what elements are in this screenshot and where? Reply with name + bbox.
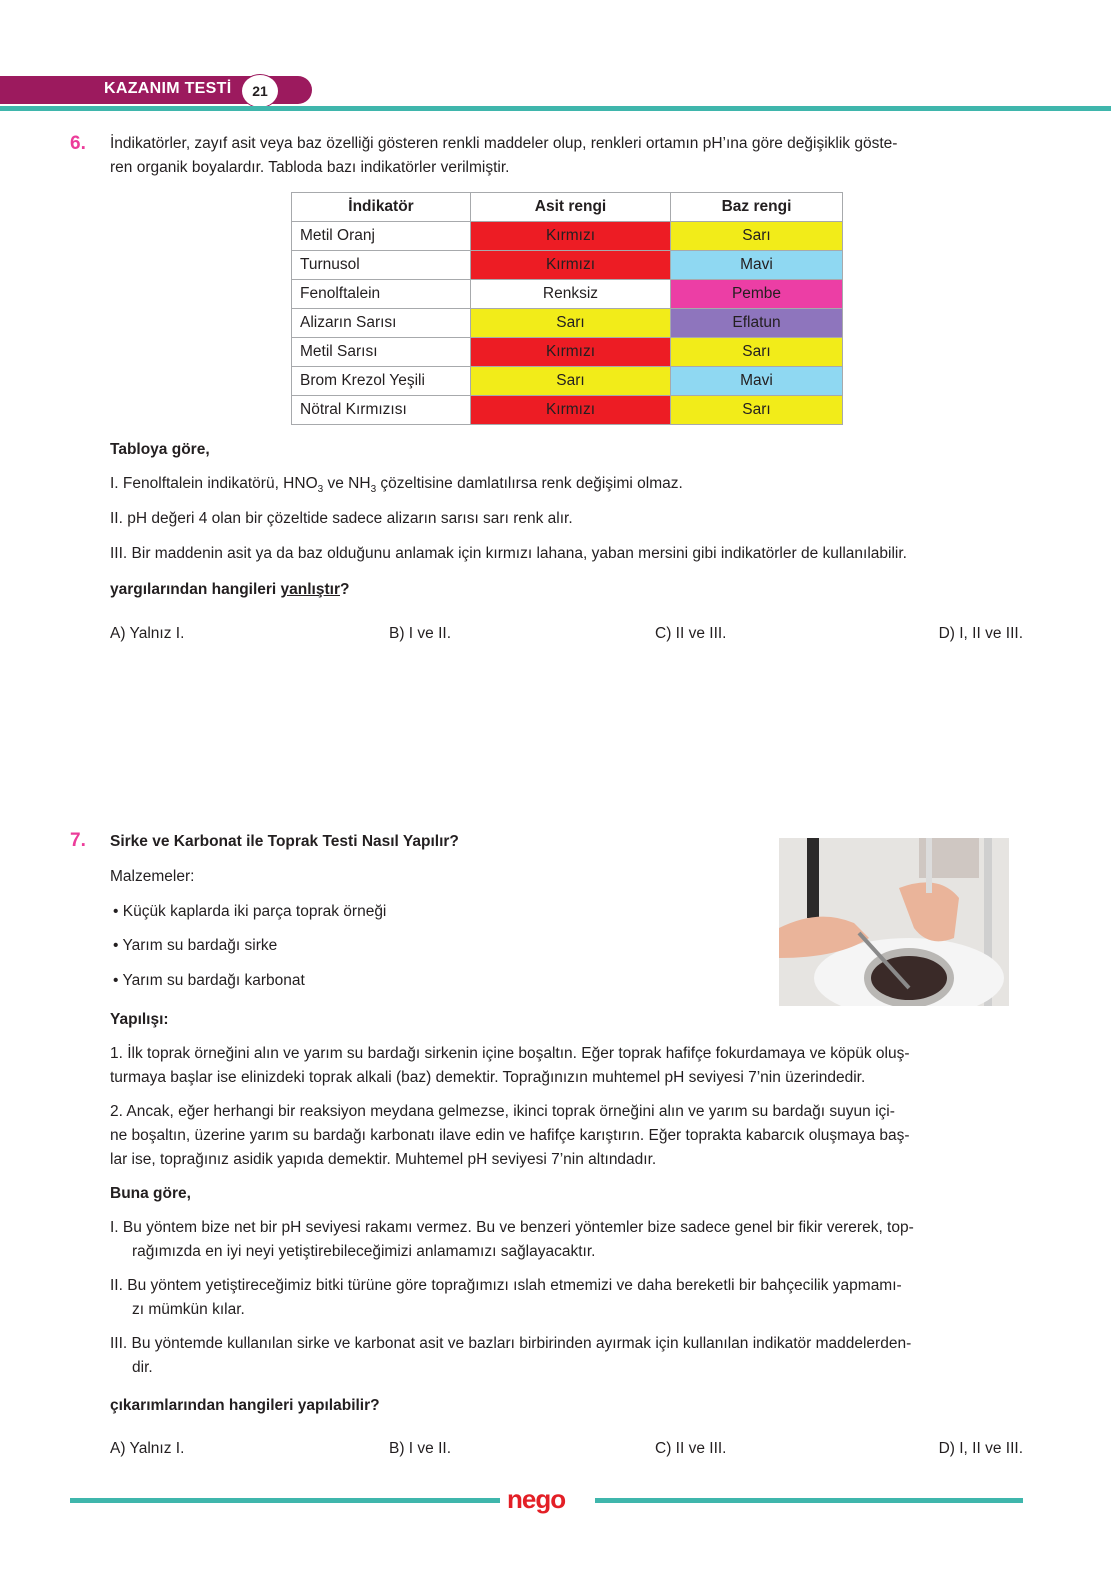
option-b[interactable]: B) I ve II. — [389, 625, 452, 642]
indicator-table — [291, 192, 843, 425]
publisher-logo: nego — [507, 1484, 566, 1514]
table-row — [292, 309, 843, 338]
base-color-cell: Sarı — [671, 338, 843, 367]
q6-question — [110, 578, 349, 602]
indicator-name: Fenolftalein — [292, 280, 471, 309]
acid-color-cell: Kırmızı — [471, 251, 671, 280]
step-1-line2: turmaya başlar ise elinizdeki toprak alkali (baz) demektir. Toprağınızın muhtemel pH seviyesi 7’nin üzerindedir. — [110, 1069, 866, 1086]
base-color-cell: Eflatun — [671, 309, 843, 338]
footer-divider-left — [70, 1498, 500, 1503]
soil-test-photo — [779, 838, 1009, 1006]
question-text: yargılarından hangileri — [110, 581, 281, 598]
page-number-badge: 21 — [241, 74, 279, 108]
s1-part: çözeltisine damlatılırsa renk değişimi olmaz. — [376, 475, 683, 492]
q6-intro-line1: İndikatörler, zayıf asit veya baz özelliği gösteren renkli maddeler olup, renkleri ortamın pH’ına göre değişiklik göste- — [110, 135, 898, 152]
base-color-cell: Mavi — [671, 367, 843, 396]
q6-intro-line2: ren organik boyalardır. Tabloda bazı indikatörler verilmiştir. — [110, 159, 510, 176]
option-d[interactable]: D) I, II ve III. — [938, 625, 1023, 642]
col-header-base: Baz rengi — [671, 193, 843, 222]
material-item: • Yarım su bardağı karbonat — [113, 972, 305, 989]
acid-color-cell: Kırmızı — [471, 338, 671, 367]
option-d[interactable]: D) I, II ve III. — [938, 1440, 1023, 1457]
footer-divider-right — [595, 1498, 1023, 1503]
q7-statement-3-line2: dir. — [132, 1359, 153, 1376]
option-a[interactable]: A) Yalnız I. — [110, 625, 185, 642]
table-row — [292, 338, 843, 367]
q6-statement-3: III. Bir maddenin asit ya da baz olduğunu anlamak için kırmızı lahana, yaban mersini gibi indikatörler de kullanılabilir. — [110, 545, 907, 562]
test-title: KAZANIM TESTİ — [104, 80, 232, 97]
acid-color-cell: Sarı — [471, 367, 671, 396]
option-c[interactable]: C) II ve III. — [655, 625, 727, 642]
indicator-name: Metil Sarısı — [292, 338, 471, 367]
q7-question: çıkarımlarından hangileri yapılabilir? — [110, 1397, 380, 1414]
materials-label: Malzemeler: — [110, 868, 195, 885]
question-7-number: 7. — [70, 830, 86, 851]
step-2-line3: lar ise, toprağınız asidik yapıda demektir. Muhtemel pH seviyesi 7’nin altındadır. — [110, 1151, 657, 1168]
step-1-line1: 1. İlk toprak örneğini alın ve yarım su bardağı sirkenin içine boşaltın. Eğer toprak hafifçe fokurdamaya ve köpük oluş- — [110, 1045, 910, 1062]
subscript: 3 — [317, 484, 324, 496]
q6-statement-1 — [110, 472, 683, 502]
indicator-name: Nötral Kırmızısı — [292, 396, 471, 425]
indicator-name: Brom Krezol Yeşili — [292, 367, 471, 396]
indicator-name: Alizarın Sarısı — [292, 309, 471, 338]
table-row — [292, 280, 843, 309]
header-divider — [0, 106, 1111, 111]
question-mark: ? — [340, 581, 350, 598]
base-color-cell: Sarı — [671, 222, 843, 251]
question-emphasis: yanlıştır — [280, 581, 340, 598]
s1-part: I. Fenolftalein indikatörü, HNO — [110, 475, 318, 492]
acid-color-cell: Kırmızı — [471, 396, 671, 425]
col-header-indicator: İndikatör — [292, 193, 471, 222]
table-header-row — [292, 193, 843, 222]
base-color-cell: Mavi — [671, 251, 843, 280]
q7-statement-1-line1: I. Bu yöntem bize net bir pH seviyesi rakamı vermez. Bu ve benzeri yöntemler bize sadece genel bir fikir vererek, top- — [110, 1219, 914, 1236]
step-2-line2: ne boşaltın, üzerine yarım su bardağı karbonatı ilave edin ve hafifçe karıştırın. Eğer toprakta kabarcık oluşmaya baş- — [110, 1127, 910, 1144]
steps-label: Yapılışı: — [110, 1011, 169, 1028]
q6-statement-2: II. pH değeri 4 olan bir çözeltide sadece alizarın sarısı sarı renk alır. — [110, 510, 573, 527]
q7-lead: Buna göre, — [110, 1185, 191, 1202]
acid-color-cell: Kırmızı — [471, 222, 671, 251]
table-row — [292, 251, 843, 280]
indicator-name: Turnusol — [292, 251, 471, 280]
step-2-line1: 2. Ancak, eğer herhangi bir reaksiyon meydana gelmezse, ikinci toprak örneğini alın ve yarım su bardağı suyun içi- — [110, 1103, 895, 1120]
q6-lead: Tabloya göre, — [110, 441, 210, 458]
q7-statement-3-line1: III. Bu yöntemde kullanılan sirke ve karbonat asit ve bazları birbirinden ayırmak için kullanılan indikatör maddelerden- — [110, 1335, 912, 1352]
option-c[interactable]: C) II ve III. — [655, 1440, 727, 1457]
q7-title: Sirke ve Karbonat ile Toprak Testi Nasıl Yapılır? — [110, 833, 459, 850]
q7-statement-2-line1: II. Bu yöntem yetiştireceğimiz bitki türüne göre toprağımızı ıslah etmemizi ve daha bereketli bir bahçecilik yapmamı- — [110, 1277, 902, 1294]
material-item: • Yarım su bardağı sirke — [113, 937, 278, 954]
acid-color-cell: Renksiz — [471, 280, 671, 309]
question-6-number: 6. — [70, 133, 86, 154]
table-row — [292, 396, 843, 425]
subscript: 3 — [370, 484, 377, 496]
base-color-cell: Pembe — [671, 280, 843, 309]
s1-part: ve NH — [323, 475, 371, 492]
table-row — [292, 367, 843, 396]
option-a[interactable]: A) Yalnız I. — [110, 1440, 185, 1457]
indicator-name: Metil Oranj — [292, 222, 471, 251]
q7-statement-2-line2: zı mümkün kılar. — [132, 1301, 245, 1318]
acid-color-cell: Sarı — [471, 309, 671, 338]
option-b[interactable]: B) I ve II. — [389, 1440, 452, 1457]
q7-statement-1-line2: rağımızda en iyi neyi yetiştirebileceğimizi anlamamızı sağlayacaktır. — [132, 1243, 596, 1260]
col-header-acid: Asit rengi — [471, 193, 671, 222]
table-row — [292, 222, 843, 251]
base-color-cell: Sarı — [671, 396, 843, 425]
material-item: • Küçük kaplarda iki parça toprak örneği — [113, 903, 387, 920]
